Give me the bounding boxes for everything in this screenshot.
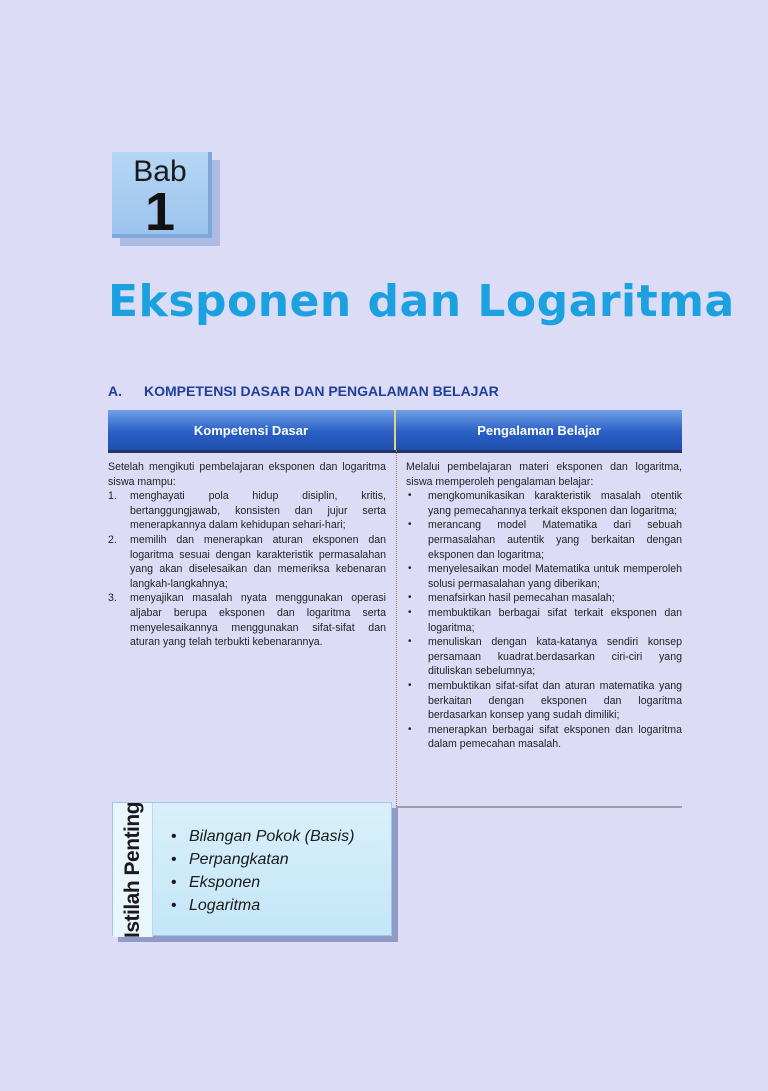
list-item	[406, 723, 682, 752]
kompetensi-dasar-column	[108, 460, 386, 650]
column-divider	[396, 450, 397, 806]
list-item	[406, 606, 682, 635]
list-item	[406, 562, 682, 591]
item-text: menuliskan dengan kata-katanya sendiri konsep persamaan kuadrat.berdasarkan ciri-ciri yang dituliskan sebelumnya;	[428, 636, 682, 678]
item-text: menghayati pola hidup disiplin, kritis, bertanggungjawab, konsisten dan jujur serta menerapkannya dalam kehidupan sehari-hari;	[130, 490, 386, 532]
list-item	[171, 848, 354, 871]
chapter-number: 1	[144, 182, 176, 242]
section-title: KOMPETENSI DASAR DAN PENGALAMAN BELAJAR	[144, 383, 499, 399]
bullet-icon: •	[408, 636, 412, 648]
kompetensi-list	[108, 489, 386, 650]
table-header	[108, 410, 682, 450]
item-number: 1.	[108, 490, 117, 503]
section-letter: A.	[108, 383, 122, 399]
item-text: memilih dan menerapkan aturan eksponen dan logaritma sesuai dengan karakteristik permasalahan yang akan diselesaikan dan memeriksa kebenaran langkah-langkahnya;	[130, 533, 386, 590]
item-text: merancang model Matematika dari sebuah permasalahan autentik yang berkaitan dengan eksponen dan logaritma;	[428, 519, 682, 561]
item-text: membuktikan berbagai sifat terkait eksponen dan logaritma;	[428, 606, 682, 634]
list-item	[171, 894, 354, 917]
chapter-label: Bab	[133, 155, 187, 188]
term-text: Bilangan Pokok (Basis)	[189, 828, 355, 845]
istilah-penting-box	[112, 802, 392, 938]
item-text: menyelesaikan model Matematika untuk memperoleh solusi permasalahan yang diberikan;	[428, 563, 682, 590]
term-text: Logaritma	[189, 897, 261, 914]
istilah-box-inner	[112, 801, 392, 939]
list-item	[108, 591, 386, 649]
bullet-icon: •	[171, 851, 177, 868]
list-item	[406, 591, 682, 606]
pengalaman-list	[406, 489, 682, 752]
chapter-badge-box	[112, 152, 212, 242]
table-bottom-line	[396, 806, 682, 808]
bullet-icon: •	[171, 874, 177, 891]
list-item	[108, 489, 386, 533]
bullet-icon: •	[408, 490, 412, 502]
istilah-tab-label: Istilah Penting	[120, 801, 144, 939]
pengalaman-belajar-column	[406, 460, 682, 752]
term-text: Eksponen	[189, 874, 261, 891]
item-text: menafsirkan hasil pemecahan masalah;	[428, 592, 615, 605]
list-item	[171, 871, 354, 894]
header-kompetensi-dasar: Kompetensi Dasar	[108, 410, 396, 450]
chapter-badge	[112, 152, 220, 244]
bullet-icon: •	[408, 679, 412, 691]
chapter-title: Eksponen dan Logaritma	[108, 276, 735, 327]
bullet-icon: •	[408, 592, 412, 604]
item-text: membuktikan sifat-sifat dan aturan matematika yang berkaitan dengan eksponen dan logaritma berdasarkan konsep yang sudah dimiliki;	[428, 679, 682, 722]
bullet-icon: •	[171, 897, 177, 914]
list-item	[108, 533, 386, 591]
bullet-icon: •	[408, 563, 412, 575]
list-item	[406, 489, 682, 518]
item-text: menyajikan masalah nyata menggunakan operasi aljabar berupa eksponen dan logaritma serta menyelesaikannya menggunakan sifat-sifat dan aturan yang telah terbukti kebenarannya.	[130, 592, 386, 649]
header-pengalaman-belajar: Pengalaman Belajar	[477, 422, 601, 438]
item-number: 2.	[108, 533, 117, 546]
list-item	[406, 518, 682, 562]
section-heading	[108, 383, 499, 399]
term-text: Perpangkatan	[189, 851, 289, 868]
item-number: 3.	[108, 592, 117, 605]
istilah-term-list	[171, 825, 354, 917]
bullet-icon: •	[408, 723, 412, 735]
bullet-icon: •	[171, 828, 177, 845]
istilah-tab	[113, 803, 153, 937]
pengalaman-intro: Melalui pembelajaran materi eksponen dan logaritma, siswa memperoleh pengalaman belajar:	[406, 461, 682, 488]
list-item	[171, 825, 354, 848]
list-item	[406, 635, 682, 679]
bullet-icon: •	[408, 606, 412, 618]
kompetensi-intro: Setelah mengikuti pembelajaran eksponen dan logaritma siswa mampu:	[108, 461, 386, 488]
item-text: mengkomunikasikan karakteristik masalah otentik yang pemecahannya terkait eksponen dan logaritma;	[428, 490, 682, 517]
list-item	[406, 679, 682, 723]
item-text: menerapkan berbagai sifat eksponen dan logaritma dalam pemecahan masalah.	[428, 723, 682, 751]
bullet-icon: •	[408, 519, 412, 531]
